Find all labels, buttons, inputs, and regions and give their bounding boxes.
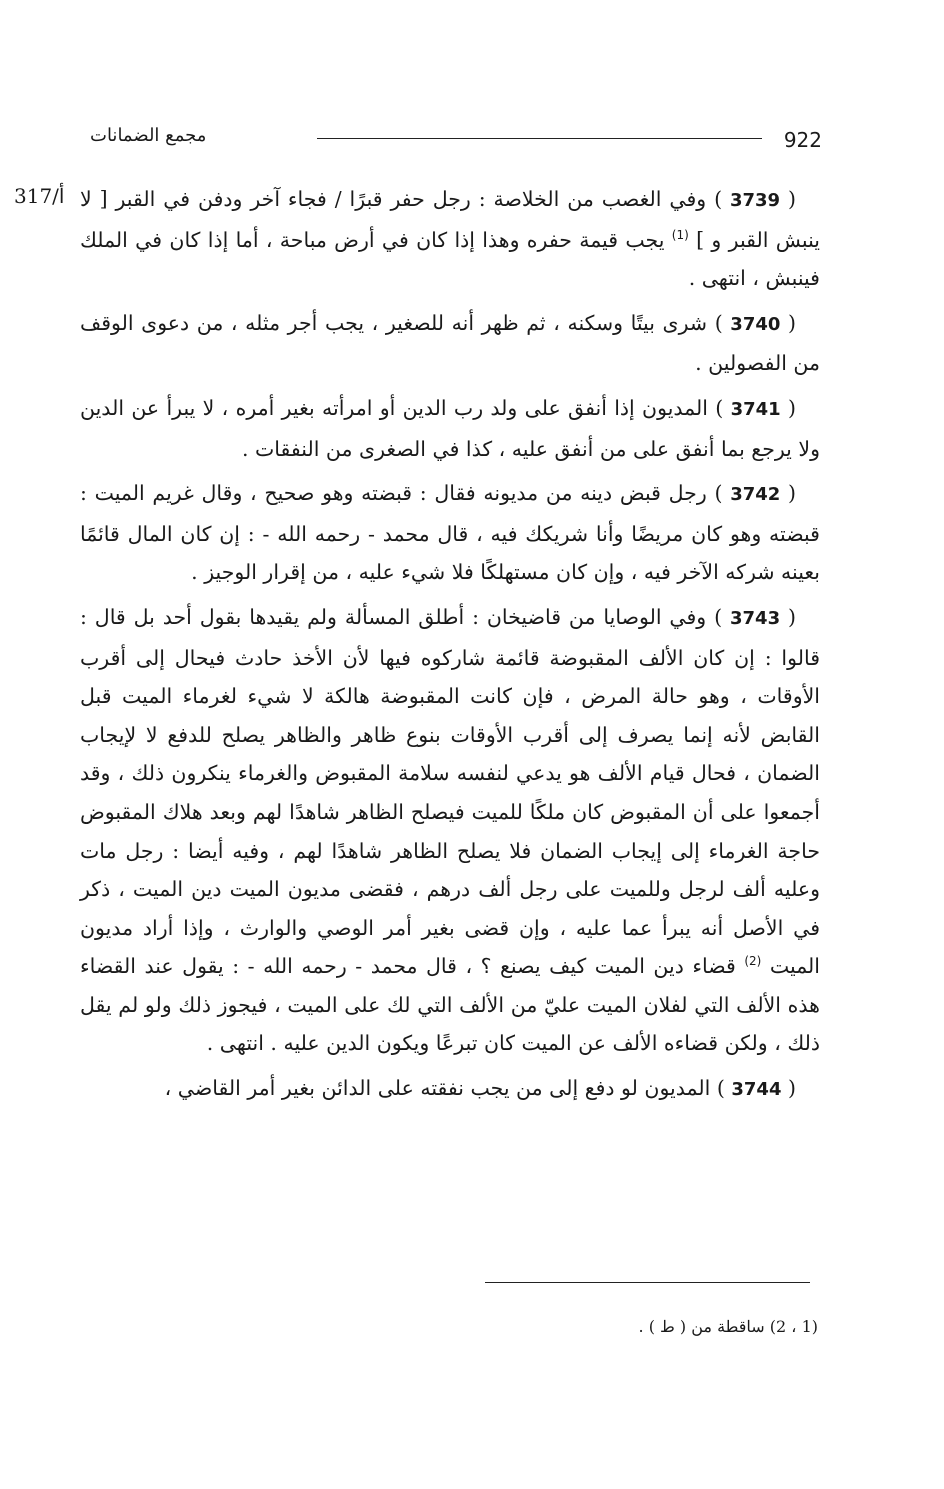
entry-text: وفي الوصايا من قاضيخان : أطلق المسألة ولم يقيدها بقول أحد بل قال : قالوا : إن كان الألف المقبوضة قائمة شاركوه فيها لأن الأخذ حادث فيحال إلى أقرب الأوقات ، وهو حالة المرض ، فإن كانت المقبوضة هالكة لا شيء لغرماء الميت قبل القابض لأنه إنما يصرف إلى أقرب الأوقات بنوع ظاهر والظاهر يصلح للدفع لا لإيجاب الضمان ، فحال قيام الألف هو يدعي لنفسه سلامة المقبوض والغرماء ينكرون ذلك ، وقد أجمعوا على أن المقبوض كان ملكًا للميت فيصلح الظاهر شاهدًا لهم وبعد هلاك المقبوض حاجة الغرماء إلى إيجاب الضمان فلا يصلح الظاهر شاهدًا لهم ، وفيه أيضا : رجل مات وعليه ألف لرجل وللميت على رجل ألف درهم ، فقضى مديون الميت دين الميت ، ذكر في الأصل أنه يبرأ عما عليه ، وإن قضى بغير أمر الوصي والوارث ، وإذا أراد مديون الميت xyxy=(80,604,820,979)
entry-number: ( 3741 ) xyxy=(715,395,796,420)
entry-number: ( 3739 ) xyxy=(714,187,796,211)
footnote-ref: (2) xyxy=(744,954,762,969)
entry-text: رجل قبض دينه من مديونه فقال : قبضته وهو صحيح ، وقال غريم الميت : قبضته وهو كان مريضًا وأنا شريكك فيه ، قال محمد - رحمه الله - : إن كان المال قائمًا بعينه شركه الآخر فيه ، وإن كان مستهلكًا فلا شيء عليه ، من إقرار الوجيز . xyxy=(80,481,820,585)
footnote-ref: (1) xyxy=(671,227,689,242)
body-text xyxy=(80,180,820,1116)
entry-text: شرى بيتًا وسكنه ، ثم ظهر أنه للصغير ، يجب أجر مثله ، من دعوى الوقف من الفصولين . xyxy=(80,310,820,376)
entry-3742 xyxy=(80,474,820,592)
entry-text-continued: قضاء دين الميت كيف يصنع ؟ ، قال محمد - رحمه الله - : يقول عند القضاء هذه الألف التي لفلان الميت عليّ من الألف التي لك على الميت ، فيجوز ذلك ولو لم يقل ذلك ، ولكن قضاءه الألف عن الميت كان تبرعًا ويكون الدين عليه . انتهى . xyxy=(80,954,820,1056)
page-header xyxy=(80,118,822,158)
header-rule xyxy=(317,138,762,139)
footnote: (1 ، 2) ساقطة من ( ط ) . xyxy=(638,1317,818,1336)
entry-text: وفي الغصب من الخلاصة : رجل حفر قبرًا / فجاء آخر ودفن في القبر [ لا ينبش القبر و ] xyxy=(80,187,820,252)
page-number: 922 xyxy=(783,128,822,152)
entry-number: ( 3744 ) xyxy=(716,1076,796,1101)
margin-folio-note: 317/أ xyxy=(14,184,65,208)
entry-3740 xyxy=(80,304,820,383)
footnote-rule xyxy=(485,1282,810,1283)
entry-number: ( 3740 ) xyxy=(714,310,797,335)
entry-text: المديون لو دفع إلى من يجب نفقته على الدائن بغير أمر القاضي ، xyxy=(164,1076,711,1101)
entry-number: ( 3743 ) xyxy=(714,604,796,629)
entry-3741 xyxy=(80,389,820,468)
entry-3743 xyxy=(80,598,820,1063)
entry-text: المديون إذا أنفق على ولد رب الدين أو امرأته بغير أمره ، لا يبرأ عن الدين ولا يرجع بما أنفق على من أنفق عليه ، كذا في الصغرى من النفقات . xyxy=(80,395,820,461)
running-title: مجمع الضمانات xyxy=(90,125,207,146)
entry-3739 xyxy=(80,180,820,298)
entry-number: ( 3742 ) xyxy=(714,481,796,506)
entry-3744 xyxy=(80,1069,820,1110)
entry-text-continued: يجب قيمة حفره وهذا إذا كان في أرض مباحة ، أما إذا كان في الملك فينبش ، انتهى . xyxy=(80,227,820,291)
